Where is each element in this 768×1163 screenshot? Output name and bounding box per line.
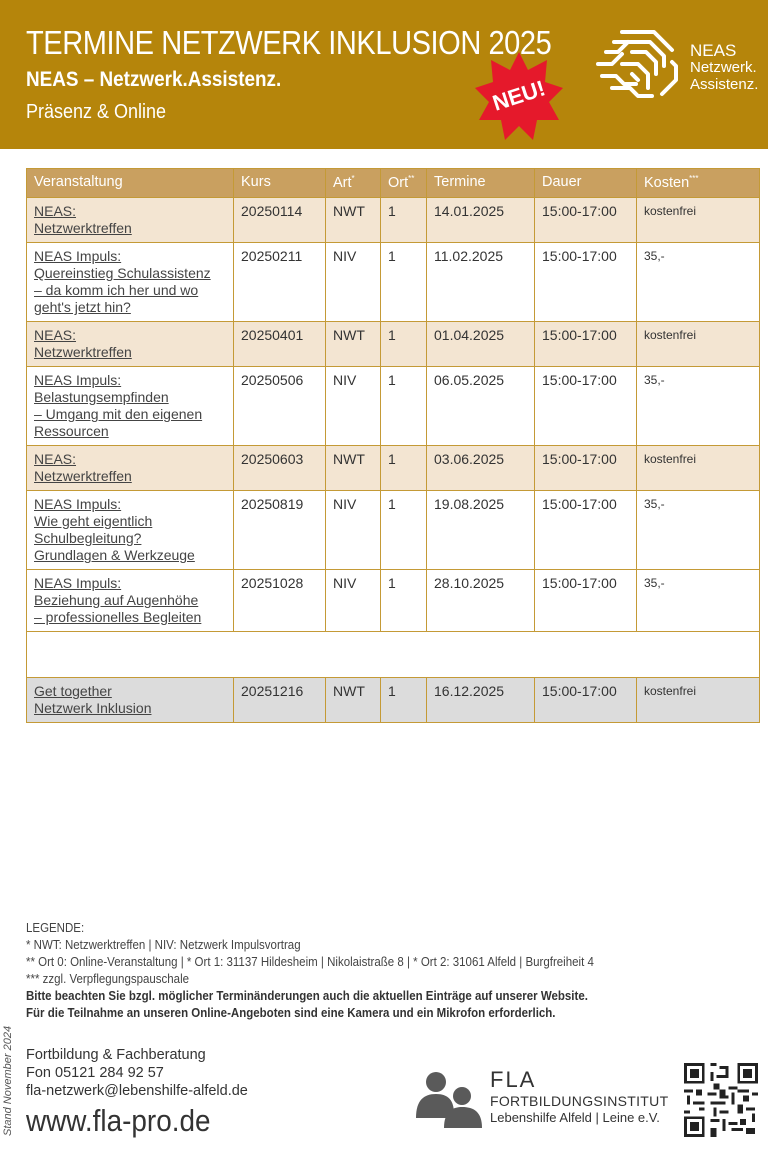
cell-event bbox=[27, 322, 234, 367]
cell-place: 1 bbox=[381, 322, 427, 367]
fla-logo-text bbox=[490, 1068, 668, 1126]
table-row bbox=[27, 198, 760, 243]
event-title-link[interactable]: Netzwerktreffen bbox=[34, 220, 132, 236]
header-place: Ort** bbox=[381, 169, 427, 198]
cell-type: NIV bbox=[326, 491, 381, 570]
table-row bbox=[27, 322, 760, 367]
cell-date: 14.01.2025 bbox=[427, 198, 535, 243]
cell-type: NIV bbox=[326, 243, 381, 322]
cell-cost: kostenfrei bbox=[637, 322, 760, 367]
cell-date: 03.06.2025 bbox=[427, 446, 535, 491]
event-title-link[interactable]: geht's jetzt hin? bbox=[34, 299, 131, 315]
cell-date: 01.04.2025 bbox=[427, 322, 535, 367]
cell-duration: 15:00-17:00 bbox=[535, 243, 637, 322]
empty-row bbox=[27, 632, 760, 678]
cell-course: 20250603 bbox=[234, 446, 326, 491]
logo-line3: Assistenz. bbox=[690, 76, 759, 93]
table-row bbox=[27, 446, 760, 491]
contact-phone: Fon 05121 284 92 57 bbox=[26, 1065, 164, 1081]
legend-note: Bitte beachten Sie bzgl. möglicher Terminänderungen auch die aktuellen Einträge auf unserer Website. bbox=[26, 989, 588, 1003]
cell-cost: kostenfrei bbox=[637, 678, 760, 723]
header-cost: Kosten*** bbox=[637, 169, 760, 198]
cell-event bbox=[27, 367, 234, 446]
legend-title: LEGENDE: bbox=[26, 921, 85, 935]
empty-cell bbox=[27, 632, 760, 678]
fla-org: Lebenshilfe Alfeld | Leine e.V. bbox=[490, 1110, 660, 1125]
event-title-link[interactable]: NEAS Impuls: bbox=[34, 496, 122, 512]
website-link[interactable]: www.fla-pro.de bbox=[26, 1103, 211, 1138]
event-title-link[interactable]: – Umgang mit den eigenen bbox=[34, 406, 203, 422]
event-title-link[interactable]: Grundlagen & Werkzeuge bbox=[34, 547, 195, 563]
cell-cost: 35,- bbox=[637, 367, 760, 446]
event-title-link[interactable]: Netzwerk Inklusion bbox=[34, 700, 152, 716]
event-title-link[interactable]: Netzwerktreffen bbox=[34, 344, 132, 360]
table-header-row bbox=[27, 169, 760, 198]
legend-line: * NWT: Netzwerktreffen | NIV: Netzwerk Impulsvortrag bbox=[26, 938, 301, 952]
fla-people-icon bbox=[414, 1070, 486, 1128]
contact-email[interactable]: fla-netzwerk@lebenshilfe-alfeld.de bbox=[26, 1083, 248, 1099]
cell-place: 1 bbox=[381, 243, 427, 322]
cell-type: NWT bbox=[326, 446, 381, 491]
cell-type: NWT bbox=[326, 322, 381, 367]
event-title-link[interactable]: NEAS Impuls: bbox=[34, 248, 122, 264]
event-title-link[interactable]: – professionelles Begleiten bbox=[34, 609, 202, 625]
event-title-link[interactable]: Wie geht eigentlich bbox=[34, 513, 153, 529]
header-course: Kurs bbox=[234, 169, 326, 198]
event-title-link[interactable]: Belastungsempfinden bbox=[34, 389, 169, 405]
legend-note: Für die Teilnahme an unseren Online-Angeboten sind eine Kamera und ein Mikrofon erforderlich. bbox=[26, 1006, 556, 1020]
legend-line: ** Ort 0: Online-Veranstaltung | * Ort 1: 31137 Hildesheim | Nikolaistraße 8 | * Ort 2: 31061 Alfeld | Burgfreiheit 4 bbox=[26, 955, 594, 969]
cell-event bbox=[27, 570, 234, 632]
page-header bbox=[0, 0, 768, 149]
event-title-link[interactable]: Quereinstieg Schulassistenz bbox=[34, 265, 211, 281]
event-title-link[interactable]: NEAS Impuls: bbox=[34, 372, 122, 388]
cell-cost: 35,- bbox=[637, 570, 760, 632]
new-badge bbox=[473, 50, 565, 142]
header-dates: Termine bbox=[427, 169, 535, 198]
event-title-link[interactable]: Ressourcen bbox=[34, 423, 109, 439]
cell-cost: 35,- bbox=[637, 491, 760, 570]
page-subtitle: NEAS – Netzwerk.Assistenz. bbox=[26, 68, 282, 91]
table-row bbox=[27, 243, 760, 322]
cell-date: 16.12.2025 bbox=[427, 678, 535, 723]
table-row bbox=[27, 491, 760, 570]
cell-course: 20251216 bbox=[234, 678, 326, 723]
header-duration: Dauer bbox=[535, 169, 637, 198]
cell-cost: kostenfrei bbox=[637, 198, 760, 243]
logo-name: NEAS bbox=[690, 41, 737, 60]
neas-logo-text bbox=[690, 42, 758, 93]
cell-event bbox=[27, 243, 234, 322]
cell-place: 1 bbox=[381, 570, 427, 632]
stand-date: Stand November 2024 bbox=[2, 1025, 14, 1136]
cell-duration: 15:00-17:00 bbox=[535, 678, 637, 723]
cell-course: 20251028 bbox=[234, 570, 326, 632]
neas-logo-icon bbox=[592, 26, 682, 104]
cell-type: NWT bbox=[326, 198, 381, 243]
event-title-link[interactable]: Netzwerktreffen bbox=[34, 468, 132, 484]
cell-cost: 35,- bbox=[637, 243, 760, 322]
cell-duration: 15:00-17:00 bbox=[535, 491, 637, 570]
contact-block bbox=[26, 1046, 248, 1140]
cell-duration: 15:00-17:00 bbox=[535, 446, 637, 491]
events-table bbox=[26, 168, 760, 723]
cell-place: 1 bbox=[381, 446, 427, 491]
contact-department: Fortbildung & Fachberatung bbox=[26, 1047, 206, 1063]
page-title: TERMINE NETZWERK INKLUSION 2025 bbox=[26, 24, 552, 61]
header-event: Veranstaltung bbox=[27, 169, 234, 198]
event-title-link[interactable]: Schulbegleitung? bbox=[34, 530, 142, 546]
cell-date: 11.02.2025 bbox=[427, 243, 535, 322]
legend-line: *** zzgl. Verpflegungspauschale bbox=[26, 972, 190, 986]
header-type: Art* bbox=[326, 169, 381, 198]
cell-type: NIV bbox=[326, 367, 381, 446]
cell-type: NIV bbox=[326, 570, 381, 632]
cell-duration: 15:00-17:00 bbox=[535, 367, 637, 446]
cell-place: 1 bbox=[381, 491, 427, 570]
cell-event bbox=[27, 446, 234, 491]
cell-course: 20250819 bbox=[234, 491, 326, 570]
cell-date: 06.05.2025 bbox=[427, 367, 535, 446]
cell-course: 20250401 bbox=[234, 322, 326, 367]
cell-type: NWT bbox=[326, 678, 381, 723]
event-title-link[interactable]: Get together bbox=[34, 683, 112, 699]
event-title-link[interactable]: NEAS: bbox=[34, 451, 77, 467]
table-row bbox=[27, 367, 760, 446]
table-row bbox=[27, 570, 760, 632]
cell-course: 20250114 bbox=[234, 198, 326, 243]
cell-course: 20250506 bbox=[234, 367, 326, 446]
logo-line2: Netzwerk. bbox=[690, 59, 757, 76]
fla-name: FLA bbox=[490, 1067, 537, 1092]
cell-place: 1 bbox=[381, 367, 427, 446]
cell-event bbox=[27, 678, 234, 723]
event-mode: Präsenz & Online bbox=[26, 101, 167, 123]
cell-duration: 15:00-17:00 bbox=[535, 322, 637, 367]
cell-date: 19.08.2025 bbox=[427, 491, 535, 570]
qr-code-icon[interactable] bbox=[684, 1063, 758, 1137]
event-title-link[interactable]: – da komm ich her und wo bbox=[34, 282, 199, 298]
cell-event bbox=[27, 491, 234, 570]
cell-cost: kostenfrei bbox=[637, 446, 760, 491]
cell-event bbox=[27, 198, 234, 243]
legend bbox=[26, 920, 746, 1022]
cell-duration: 15:00-17:00 bbox=[535, 570, 637, 632]
event-title-link[interactable]: NEAS: bbox=[34, 327, 77, 343]
cell-date: 28.10.2025 bbox=[427, 570, 535, 632]
event-title-link[interactable]: NEAS: bbox=[34, 203, 77, 219]
cell-course: 20250211 bbox=[234, 243, 326, 322]
cell-place: 1 bbox=[381, 198, 427, 243]
cell-duration: 15:00-17:00 bbox=[535, 198, 637, 243]
event-title-link[interactable]: NEAS Impuls: bbox=[34, 575, 122, 591]
event-title-link[interactable]: Beziehung auf Augenhöhe bbox=[34, 592, 199, 608]
table-row bbox=[27, 678, 760, 723]
badge-label: NEU! bbox=[489, 75, 549, 116]
fla-institute: FORTBILDUNGSINSTITUT bbox=[490, 1093, 669, 1109]
cell-place: 1 bbox=[381, 678, 427, 723]
